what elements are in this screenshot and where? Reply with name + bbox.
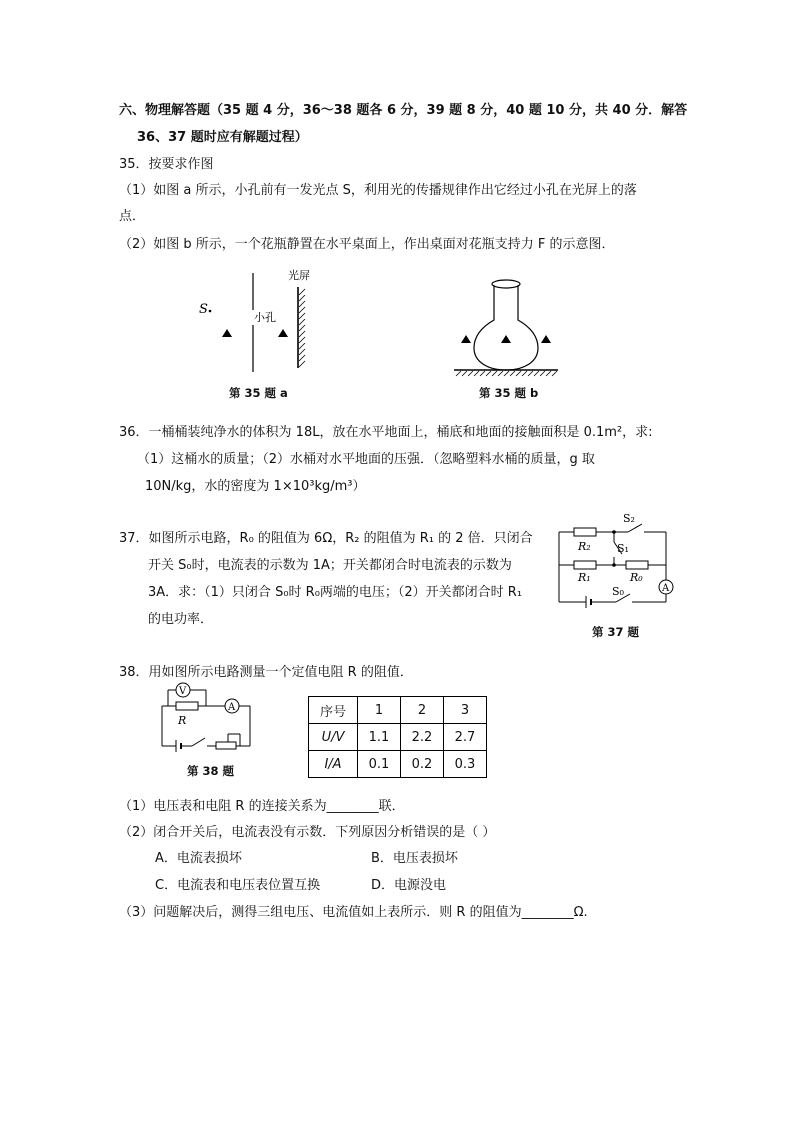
table-header-cell: 3 [444, 697, 487, 724]
q38-part1: （1）电压表和电阻 R 的连接关系为________联． [119, 799, 405, 814]
label-voltmeter: V [179, 686, 187, 697]
table-cell: 1.1 [358, 724, 401, 751]
table-header-cell: 2 [401, 697, 444, 724]
label-s1: S₁ [617, 542, 629, 555]
label-r2: R₂ [578, 540, 591, 553]
section-title-line2: 36、37 题时应有解题过程） [137, 130, 308, 145]
resistor-r0 [626, 561, 648, 569]
q35-part2: （2）如图 b 所示，一个花瓶静置在水平桌面上，作出桌面对花瓶支持力 F 的示意图． [119, 237, 615, 252]
q37-line3: 3A．求：（1）只闭合 S₀时 R₀两端的电压；（2）开关都闭合时 R₁ [148, 585, 523, 600]
q38-option-c: C．电流表和电压表位置互换 [155, 878, 321, 893]
section-title-line1: 六、物理解答题（35 题 4 分，36～38 题各 6 分，39 题 8 分，40 题 10 分，共 40 分．解答 [119, 103, 688, 118]
q38-heading: 38．用如图所示电路测量一个定值电阻 R 的阻值． [119, 665, 413, 680]
figure-35b [450, 272, 562, 380]
fig35b-caption: 第 35 题 b [479, 386, 539, 400]
table-cell: 0.3 [444, 751, 487, 778]
fig35a-s-label: S [199, 302, 208, 317]
label-s2: S₂ [623, 512, 635, 525]
screen-hatching [299, 289, 305, 367]
q38-option-a: A．电流表损坏 [155, 851, 242, 866]
q36-line1: 36．一桶桶装纯净水的体积为 18L，放在水平地面上，桶底和地面的接触面积是 0.1m²，求: [119, 425, 653, 440]
label-r: R [178, 714, 187, 727]
q38-option-b: B．电压表损坏 [371, 851, 458, 866]
q36-line3: 10N/kg，水的密度为 1×10³kg/m³） [145, 479, 366, 494]
fig37-caption: 第 37 题 [592, 625, 640, 639]
data-table [308, 696, 487, 778]
q35-part1-line1: （1）如图 a 所示，小孔前有一发光点 S，利用光的传播规律作出它经过小孔在光屏上的落 [119, 183, 637, 198]
vase-body [474, 285, 538, 370]
q38-part3: （3）问题解决后，测得三组电压、电流值如上表所示．则 R 的阻值为________Ω. [119, 905, 588, 920]
table-header-cell: 1 [358, 697, 401, 724]
table-cell: I/A [309, 751, 358, 778]
label-r0: R₀ [630, 571, 643, 584]
q35-heading: 35．按要求作图 [119, 157, 214, 172]
table-hatching [456, 371, 557, 376]
fig35a-screen-label: 光屏 [288, 269, 310, 282]
fig35a-marker-left [222, 329, 232, 337]
resistor-r2 [574, 528, 596, 536]
figure-37-circuit [556, 510, 686, 610]
fig35a-hole-label: 小孔 [254, 311, 276, 324]
resistor-r1 [574, 561, 596, 569]
rheostat [216, 742, 236, 749]
q37-line4: 的电功率． [148, 612, 214, 627]
fig35a-marker-right [278, 329, 288, 337]
table-header-cell: 序号 [309, 697, 358, 724]
table-cell: U/V [309, 724, 358, 751]
resistor-r [176, 702, 198, 710]
q36-line2: （1）这桶水的质量；（2）水桶对水平地面的压强．（忽略塑料水桶的质量，g 取 [137, 452, 595, 467]
table-header-row [309, 697, 487, 724]
q37-line1: 37．如图所示电路，R₀ 的阻值为 6Ω，R₂ 的阻值为 R₁ 的 2 倍．只闭合 [119, 531, 533, 546]
table-cell: 0.2 [401, 751, 444, 778]
vase-mouth [492, 280, 520, 288]
figure-38-circuit [156, 682, 256, 752]
fig38-caption: 第 38 题 [187, 764, 235, 778]
fig35b-marker-center [501, 335, 511, 343]
figure-35a [190, 265, 330, 380]
fig35b-marker-right [541, 335, 551, 343]
table-cell: 0.1 [358, 751, 401, 778]
label-ammeter-38: A [228, 702, 236, 713]
junction-top [612, 530, 616, 534]
switch-s2 [628, 524, 642, 532]
junction-middle [612, 563, 616, 567]
q35-part1-line2: 点． [119, 209, 146, 224]
q38-part2: （2）闭合开关后，电流表没有示数．下列原因分析错误的是（ ） [119, 825, 496, 840]
table-cell: 2.2 [401, 724, 444, 751]
label-s0: S₀ [612, 585, 624, 598]
q38-option-d: D．电源没电 [371, 878, 447, 893]
q37-line2: 开关 S₀时，电流表的示数为 1A；开关都闭合时电流表的示数为 [148, 558, 512, 573]
label-r1: R₁ [578, 571, 591, 584]
table-row [309, 724, 487, 751]
table-cell: 2.7 [444, 724, 487, 751]
table-row [309, 751, 487, 778]
fig35b-marker-left [461, 335, 471, 343]
light-point [209, 310, 212, 313]
switch-38 [192, 738, 205, 746]
fig35a-caption: 第 35 题 a [229, 386, 288, 400]
label-ammeter-37: A [662, 583, 670, 594]
